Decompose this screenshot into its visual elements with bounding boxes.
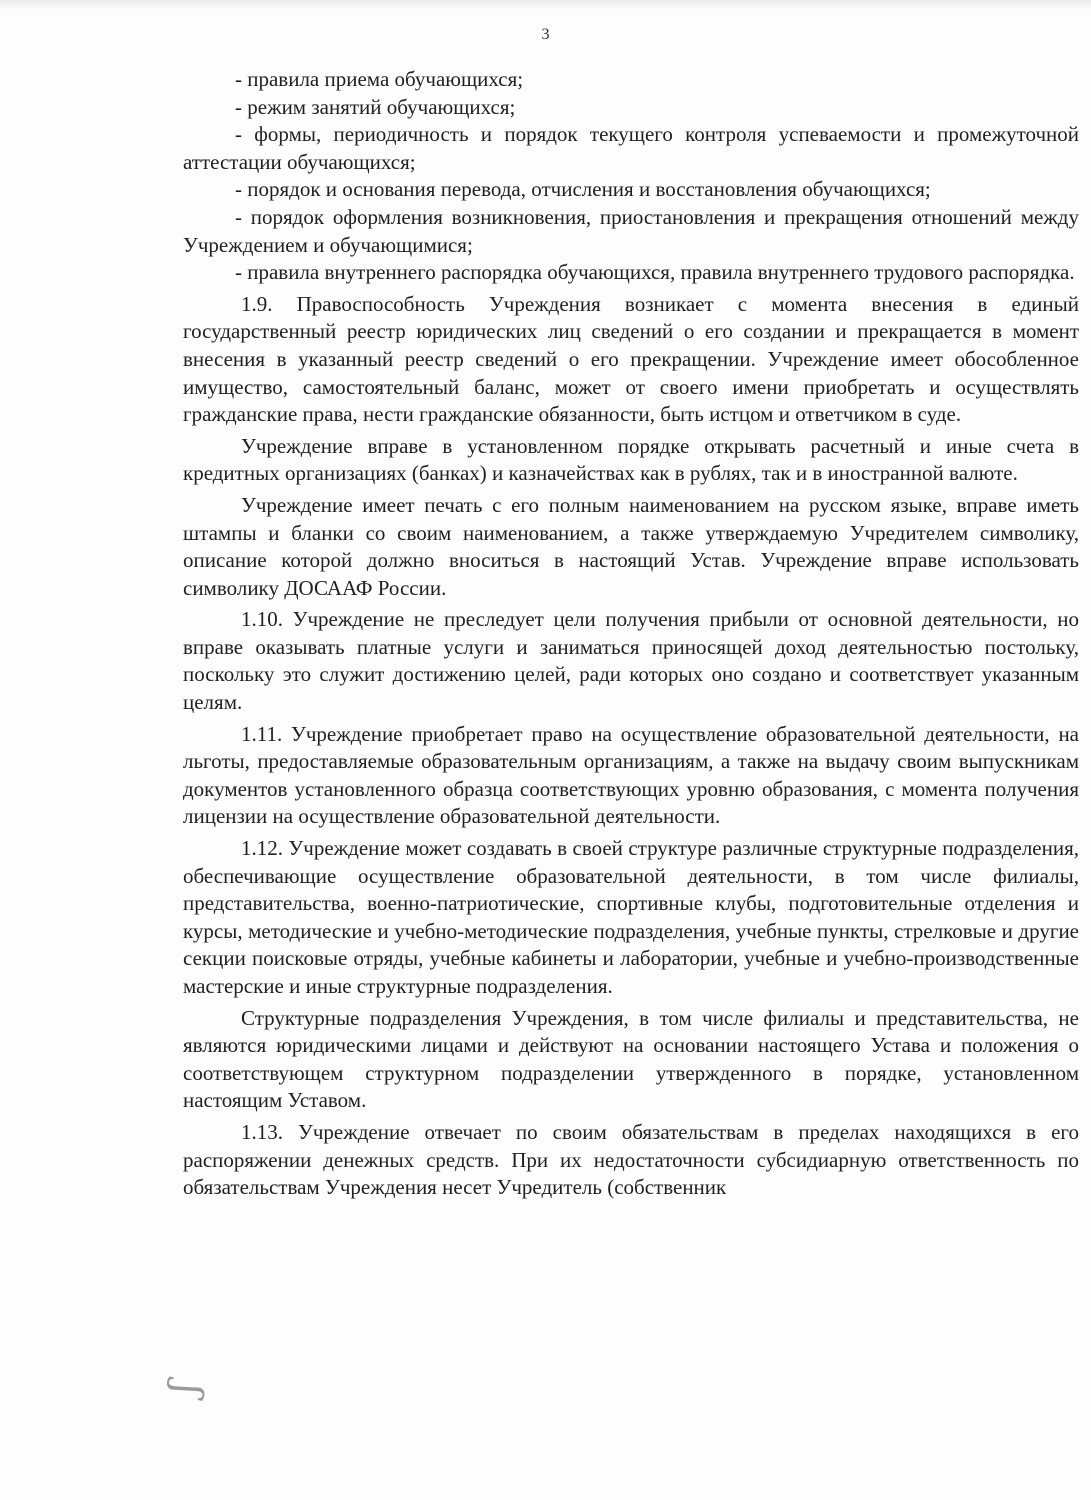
list-item-admission-rules: - правила приема обучающихся; [235,67,524,91]
clause-1-12-divisions: Структурные подразделения Учреждения, в том числе филиалы и представительства, не являются юридическими лицами и действуют на основании настоящего Устава и положения о соответствующем структурном подразделении утвержденного в порядке, установленном настоящим Уставом. [183,1005,1079,1113]
list-item-transfer-expulsion: - порядок и основания перевода, отчисления и восстановления обучающихся; [235,177,931,202]
list-item-progress-control: - формы, периодичность и порядок текущего контроля успеваемости и промежуточной аттестации обучающихся; [183,122,1079,174]
page-number: 3 [541,26,550,43]
scan-top-edge [0,0,1091,10]
list-item-class-schedule: - режим занятий обучающихся; [235,94,516,119]
clause-1-9-accounts: Учреждение вправе в установленном порядке открывать расчетный и иные счета в кредитных организациях (банках) и казначействах как в рублях, так и в иностранной валюте. [183,433,1079,486]
clause-1-9-seal: Учреждение имеет печать с его полным наименованием на русском языке, вправе иметь штампы и бланки со своим наименованием, а также утверждаемую Учредителем символику, описание которой должно вноситься в настоящий Устав. Учреждение вправе использовать символику ДОСААФ России. [183,492,1079,600]
clause-1-13: 1.13. Учреждение отвечает по своим обязательствам в пределах находящихся в его распоряжении денежных средств. При их недостаточности субсидиарную ответственность по обязательствам Учреждения несет Учредитель (собственник [183,1119,1079,1200]
clause-1-11: 1.11. Учреждение приобретает право на осуществление образовательной деятельности, на льготы, предоставляемые образовательным организациям, а также на выдачу своим выпускникам документов установленного образца соответствующих уровню образования, с момента получения лицензии на осуществление образовательной деятельности. [183,721,1079,829]
document-body [183,66,1079,1202]
clause-1-9: 1.9. Правоспособность Учреждения возникает с момента внесения в единый государственный реестр юридических лиц сведений о его создании и прекращается в момент внесения в указанный реестр сведений о его прекращении. Учреждение имеет обособленное имущество, самостоятельный баланс, может от своего имени приобретать и осуществлять гражданские права, нести гражданские обязанности, быть истцом и ответчиком в суде. [183,291,1079,427]
clause-1-12: 1.12. Учреждение может создавать в своей структуре различные структурные подразделения, обеспечивающие осуществление образовательной деятельности, в том числе филиалы, представительства, военно-патриотические, спортивные клубы, подготовительные отделения и курсы, методические и учебно-методические подразделения, учебные пункты, стрелковые и другие секции поисковые отряды, учебные кабинеты и лаборатории, учебные и учебно-производственные мастерские и иные структурные подразделения. [183,836,1079,998]
list-item-relations-formalization: - порядок оформления возникновения, приостановления и прекращения отношений между Учреждением и обучающимися; [183,204,1079,257]
clause-1-10: 1.10. Учреждение не преследует цели получения прибыли от основной деятельности, но вправе оказывать платные услуги и заниматься приносящей доход деятельностью постольку, поскольку это служит достижению целей, ради которых оно создано и соответствует указанным целям. [183,607,1079,715]
list-item-internal-regulations: - правила внутреннего распорядка обучающихся, правила внутреннего трудового распорядка. [235,260,1075,285]
handwritten-margin-mark: ʃ [160,1377,208,1398]
